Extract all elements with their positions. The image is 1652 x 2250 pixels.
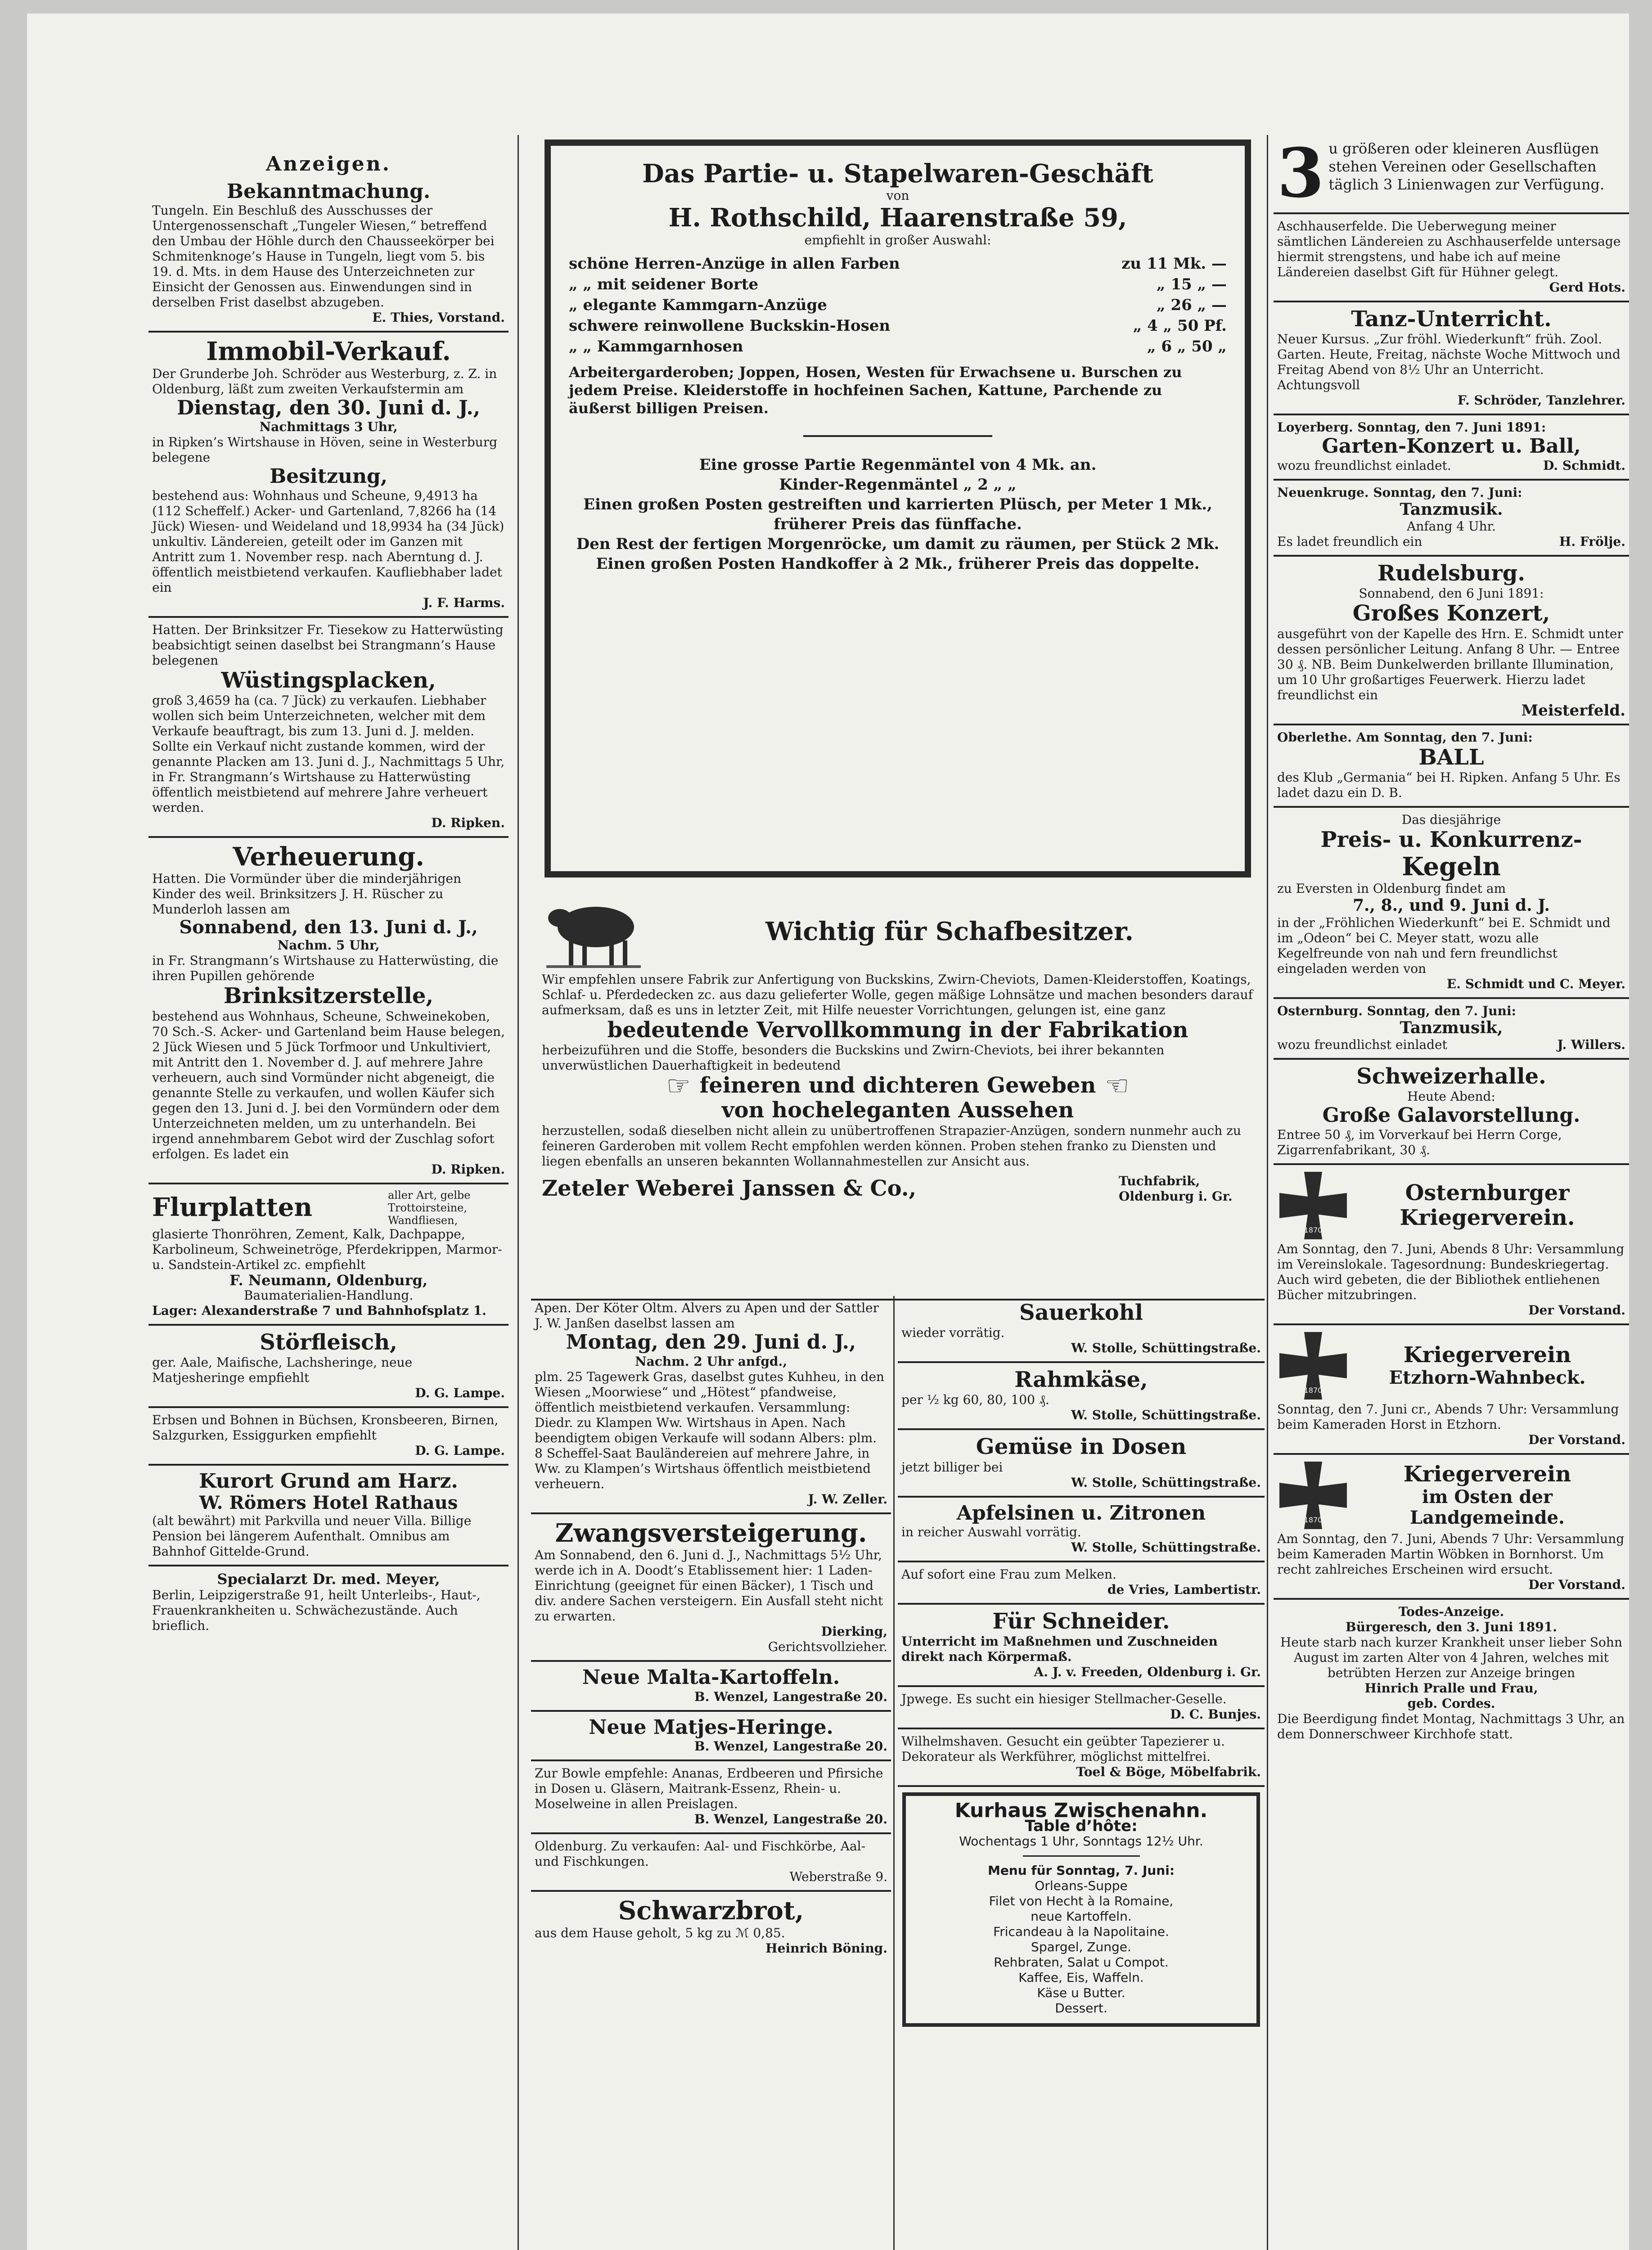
menu-item: neue Kartoffeln. (1031, 1909, 1132, 1924)
ad-body: Aschhauserfelde. Die Ueberwegung meiner sämtlichen Ländereien zu Aschhauserfelde untersage hiermit strengstens, und habe ich auf meine Ländereien daselbst Gift für Hühner gelegt. (1277, 219, 1621, 279)
ad-body: Wir empfehlen unsere Fabrik zur Anfertigung von Buckskins, Zwirn-Cheviots, Damen-Kleiderstoffen, Koatings, Schlaf- u. Pferdedecken zc. aus dazu gelieferter Wolle, gegen mäßige Lohnsätze und machen besonders darauf aufmerksam, daß es uns in letzter Zeit, mit Hilfe neuester Vorrichtungen, gelungen ist, eine ganz (542, 972, 1253, 1017)
ad-heading (1349, 1181, 1625, 1230)
ad-heading (1349, 1343, 1625, 1388)
ad-subtitle: Besitzung, (269, 465, 388, 488)
menu-item: Rehbraten, Salat u Compot. (994, 1955, 1169, 1970)
ad-body: wozu freundlichst einladet. (1277, 458, 1451, 473)
price-item: „ elegante Kammgarn-Anzüge (569, 296, 827, 314)
column-2 (531, 135, 1265, 2250)
ad-row (1277, 1037, 1625, 1053)
ad-title-2: im Osten der Landgemeinde. (1410, 1486, 1565, 1529)
ad-title: Schwarzbrot, (618, 1896, 804, 1926)
ad-signature: W. Stolle, Schüttingstraße. (1071, 1540, 1261, 1555)
ad-signature: Hinrich Pralle und Frau, (1364, 1680, 1538, 1696)
ad-body: ausgeführt von der Kapelle des Hrn. E. Schmidt unter dessen persönlicher Leitung. Anfang 8 Uhr. — Entree 30 ₰. NB. Beim Dunkelwerden brillante Illumination, um 10 Uhr großartiges Feuerwerk. Hierzu ladet freundlichst ein (1277, 626, 1623, 702)
ad-kriegerverein-etzhorn (1274, 1325, 1629, 1455)
ad-body: Neuer Kursus. „Zur fröhl. Wiederkunft“ früh. Zool. Garten. Heute, Freitag, nächste Woche Mittwoch und Freitag Abend von 8½ Uhr an Unterricht. Achtungsvoll (1277, 332, 1620, 393)
ad-title: BALL (1418, 744, 1484, 770)
ad-signature: D. G. Lampe. (415, 1385, 505, 1400)
ad-title: Rahmkäse, (1014, 1367, 1148, 1393)
ad-signature: B. Wenzel, Langestraße 20. (694, 1689, 887, 1704)
ad-body: Oldenburg. Zu verkaufen: Aal- und Fischkörbe, Aal- und Fischkungen. (535, 1839, 866, 1869)
ad-title: Störfleisch, (260, 1329, 397, 1355)
ad-kurort-grund (149, 1466, 509, 1567)
ad-title: Tanz-Unterricht. (1351, 306, 1552, 332)
ad-kriegerverein-osten (1274, 1455, 1629, 1600)
ad-osternburg-tanz (1274, 999, 1629, 1060)
ad-wuestingsplacken (149, 618, 509, 838)
ad-kegeln (1274, 808, 1629, 999)
ad-title-2: W. Römers Hotel Rathaus (199, 1492, 458, 1514)
price-item: schwere reinwollene Buckskin-Hosen (569, 316, 891, 335)
column-3 (1274, 135, 1629, 2250)
ad-body: aus dem Hause geholt, 5 kg zu ℳ 0,85. (535, 1925, 785, 1940)
menu-item: Orleans-Suppe (1035, 1878, 1128, 1894)
price-item: schöne Herren-Anzüge in allen Farben (569, 254, 900, 273)
ad-title-2: Großes Konzert, (1352, 601, 1550, 626)
ad-heading (1349, 1462, 1625, 1528)
ad-rothschild-box (545, 140, 1251, 878)
ad-title: Verheuerung. (233, 842, 424, 872)
ad-date: Montag, den 29. Juni d. J., (566, 1331, 856, 1354)
ad-heading-row (1277, 1330, 1625, 1402)
ad-body-2: in der „Fröhlichen Wiederkunft“ bei E. Schmidt und im „Odeon“ bei C. Meyer statt, wozu alle Kegelfreunde von nah und fern freundlichst eingeladen werden von (1277, 915, 1611, 976)
section-header: Anzeigen. (266, 153, 391, 176)
price-value: „ 26 „ — (1157, 296, 1227, 314)
ad-subtitle: Table d’hôte: (1025, 1817, 1138, 1836)
ad-body: (alt bewährt) mit Parkvilla und neuer Villa. Billige Pension bei längerem Aufenthalt. Omnibus am Bahnhof Gittelde-Grund. (152, 1513, 472, 1559)
ad-title: Kurhaus Zwischenahn. (954, 1799, 1208, 1822)
ad-title-2: Etzhorn-Wahnbeck. (1389, 1367, 1586, 1389)
ad-line: Kinder-Regenmäntel „ 2 „ „ (779, 475, 1017, 494)
ad-title: Preis- u. Konkurrenz- (1320, 827, 1582, 852)
ad-title: Immobil-Verkauf. (206, 337, 451, 367)
ad-body: bestehend aus: Wohnhaus und Scheune, 9,4913 ha (112 Scheffelf.) Acker- und Gartenland, 7,8266 ha (14 Jück) Wiesen- und Weideland und 18,9934 ha (34 Jück) unkultiv. Ländereien, geteilt oder im Ganzen mit Antritt zum 1. November resp. nach Aberntung d. J. öffentlich meistbietend verkaufen. Kaufliebhaber ladet ein (152, 488, 504, 595)
ad-body: wozu freundlichst einladet (1277, 1037, 1447, 1053)
ad-signature: E. Thies, Vorstand. (372, 310, 505, 325)
ad-signature: F. Neumann, Oldenburg, (229, 1271, 428, 1289)
ad-body: Am Sonnabend, den 6. Juni d. J., Nachmittags 5½ Uhr, werde ich in A. Doodt’s Etablissement hier: 1 Laden-Einrichtung (geeignet für einen Bäcker), 1 Tisch und div. andere Sachen versteigern. Ein Ausfall steht nicht zu erwarten. (535, 1547, 883, 1624)
ad-heading-row (152, 1189, 505, 1227)
column-rule (1267, 135, 1268, 2250)
ad-jpwege (898, 1687, 1265, 1729)
ad-loyerberg (1274, 415, 1629, 481)
price-row (569, 315, 1227, 336)
ad-zwangsversteigerung (531, 1514, 891, 1662)
ad-signature: Toel & Böge, Möbelfabrik. (1076, 1764, 1261, 1780)
price-list (569, 253, 1227, 357)
ad-signature: W. Stolle, Schüttingstraße. (1071, 1408, 1261, 1423)
ad-title-2: Große Galavorstellung. (1322, 1104, 1580, 1127)
price-row (569, 336, 1227, 357)
ad-signature: J. W. Zeller. (808, 1491, 887, 1507)
ad-date: Sonnabend, den 6 Juni 1891: (1359, 586, 1544, 601)
menu-item: Dessert. (1055, 2001, 1107, 2016)
ad-signature: Der Vorstand. (1528, 1302, 1625, 1318)
ad-body: herbeizuführen und die Stoffe, besonders die Buckskins und Zwirn-Cheviots, bei ihrer bekannten unverwüstlichen Dauerhaftigkeit in bedeutend (542, 1043, 1165, 1073)
ad-body: Erbsen und Bohnen in Büchsen, Kronsbeeren, Birnen, Salzgurken, Essiggurken empfiehlt (152, 1412, 499, 1443)
ad-signature-sub: Gerichtsvollzieher. (768, 1639, 887, 1654)
ad-aschhauserfelde (1274, 214, 1629, 302)
ad-title: Zwangsversteigerung. (555, 1518, 867, 1548)
ad-body: per ½ kg 60, 80, 100 ₰. (901, 1392, 1049, 1408)
menu-list (913, 1878, 1249, 2016)
ad-von: von (886, 188, 909, 203)
ad-signature: A. J. v. Freeden, Oldenburg i. Gr. (1034, 1665, 1261, 1680)
ad-footer: Die Beerdigung findet Montag, Nachmittags 3 Uhr, an dem Donnerschweer Kirchhofe statt. (1277, 1711, 1625, 1742)
column-rule (518, 135, 519, 2250)
ad-line: Einen großen Posten Handkoffer à 2 Mk., früherer Preis das doppelte. (596, 554, 1200, 573)
ad-side-text: aller Art, gelbe Trottoirsteine, Wandfliesen, (388, 1188, 471, 1227)
ad-times: Wochentags 1 Uhr, Sonntags 12½ Uhr. (959, 1834, 1203, 1849)
ad-body: plm. 25 Tagewerk Gras, daselbst gutes Kuhheu, in den Wiesen „Moorwiese“ und „Hötest“ pfandweise, öffentlich meistbietend verkaufen. Versammlung: Diedr. zu Klampen Ww. Wirtshaus in Apen. Nach beendigtem obigen Verkaufe will sodann Albers: plm. 8 Scheffel-Saat Bauländereien auf mehrere Jahre, in Ww. zu Klampen’s Wirtshaus öffentlich meistbietend verheuern. (535, 1369, 885, 1491)
ad-specialarzt (149, 1566, 509, 1639)
ad-date: Sonnabend, den 13. Juni d. J., (179, 917, 478, 938)
ad-date: Dienstag, den 30. Juni d. J., (176, 396, 481, 419)
ad-body: Entree 50 ₰, im Vorverkauf bei Herrn Corge, Zigarrenfabrikant, 30 ₰. (1277, 1127, 1562, 1157)
ad-paragraph: Arbeitergarderoben; Joppen, Hosen, Westen für Erwachsene u. Burschen zu jedem Preise. Kleiderstoffe in hochfeinen Sachen, Kattune, Parchende zu äußerst billigen Preisen. (569, 363, 1182, 417)
price-row (569, 253, 1227, 274)
menu-item: Kaffee, Eis, Waffeln. (1018, 1970, 1144, 1985)
ad-highlight: bedeutende Vervollkommung in der Fabrikation (607, 1017, 1188, 1043)
ad-title: Für Schneider. (992, 1609, 1170, 1634)
divider (803, 435, 992, 437)
column-1 (149, 135, 509, 2250)
ad-body: Unterricht im Maßnehmen und Zuschneiden direkt nach Körpermaß. (901, 1634, 1218, 1665)
ad-location: in Fr. Strangmann’s Wirtshause zu Hatterwüsting, die ihren Pupillen gehörende (152, 953, 499, 984)
ad-malta-kartoffeln (531, 1662, 891, 1712)
ad-signature: D. Ripken. (431, 1161, 505, 1177)
ad-body: wieder vorrätig. (901, 1325, 1005, 1341)
price-row (569, 274, 1227, 295)
sheep-icon (542, 891, 645, 972)
ad-intro: Der Grunderbe Joh. Schröder aus Westerburg, z. Z. in Oldenburg, läßt zum zweiten Verkaufstermin am (152, 366, 497, 396)
ad-title: Wüstingsplacken, (221, 667, 436, 693)
ad-body: zu Eversten in Oldenburg findet am (1277, 881, 1506, 896)
ad-zeteler-weberei (531, 886, 1265, 1300)
ad-signature: B. Wenzel, Langestraße 20. (694, 1812, 887, 1827)
ad-title: Apfelsinen u. Zitronen (956, 1501, 1206, 1525)
ad-intro: Osternburg. Sonntag, den 7. Juni: (1277, 1003, 1516, 1018)
pointing-hand-right-icon: ☞ (666, 1070, 691, 1102)
ad-flurplatten (149, 1184, 509, 1326)
ad-signature: Der Vorstand. (1528, 1577, 1625, 1592)
ad-firm-sub: Tuchfabrik, Oldenburg i. Gr. (1119, 1173, 1233, 1204)
ad-signature: J. F. Harms. (423, 595, 505, 610)
price-item: „ „ mit seidener Borte (569, 275, 759, 293)
ad-firm: H. Rothschild, Haarenstraße 59, (668, 203, 1127, 233)
ad-body: Heute starb nach kurzer Krankheit unser lieber Sohn August im zarten Alter von 4 Jahren, welches mit betrübten Herzen zur Anzeige bringen (1280, 1634, 1622, 1680)
ad-body: Es ladet freundlich ein (1277, 534, 1422, 549)
ad-matjes-heringe (531, 1712, 891, 1762)
ad-schneider (898, 1605, 1265, 1687)
ad-body: herzustellen, sodaß dieselben nicht allein zu unübertroffenen Strapazier-Anzügen, sondern nunmehr auch zu feineren Garderoben mit vollem Recht empfohlen werden können. Proben stehen franko zu Diensten und liegen ebenfalls an unseren bekannten Wollannahmestellen zur Ansicht aus. (542, 1123, 1241, 1169)
ad-signature: F. Schröder, Tanzlehrer. (1457, 393, 1625, 408)
menu-item: Spargel, Zunge. (1031, 1940, 1131, 1955)
ad-heading-row (1277, 1170, 1625, 1242)
ad-signature: Weberstraße 9. (789, 1869, 887, 1885)
ad-title: Bekanntmachung. (226, 180, 431, 203)
ad-title-2: Kriegerverein. (1400, 1205, 1575, 1230)
ad-firm: Zeteler Weberei Janssen & Co., (542, 1175, 917, 1201)
ad-firm-row (542, 1174, 1254, 1204)
ad-footer: Lager: Alexanderstraße 7 und Bahnhofsplatz 1. (152, 1303, 486, 1318)
iron-cross-icon (1277, 1170, 1349, 1242)
ad-title: Tanzmusik, (1400, 1018, 1503, 1037)
ad-highlight-row (542, 1070, 1254, 1102)
iron-cross-icon (1277, 1330, 1349, 1402)
ad-signature-sub: geb. Cordes. (1407, 1696, 1495, 1711)
price-row (569, 295, 1227, 315)
ad-body: Jpwege. Es sucht ein hiesiger Stellmacher-Geselle. (901, 1692, 1227, 1707)
ad-line: Einen großen Posten gestreiften und karrierten Plüsch, per Meter 1 Mk., früherer Preis das fünffache. (583, 495, 1212, 533)
ad-signature: E. Schmidt und C. Meyer. (1446, 976, 1625, 991)
ad-body: u größeren oder kleineren Ausflügen stehen Vereinen oder Gesellschaften täglich 3 Linienwagen zur Verfügung. (1328, 140, 1605, 193)
ad-bekanntmachung (149, 176, 509, 333)
ad-body: bestehend aus Wohnhaus, Scheune, Schweinekoben, 70 Sch.-S. Acker- und Gartenland beim Hause belegen, 2 Jück Wiesen und 5 Jück Torfmoor und Unkultiviert, mit Antritt den 1. November d. J. auf mehrere Jahre verheuern, auch sind Vormünder nicht abgeneigt, die genannte Stelle zu verkaufen, und wollen Käufer sich gegen den 13. Juni d. J. bei den Vormündern oder dem Unterzeichneten melden, um zu unterhandeln. Bei irgend annehmbarem Gebot wird der Zuschlag sofort erfolgen. Es ladet ein (152, 1008, 505, 1161)
ad-schwarzbrot (531, 1892, 891, 1961)
ad-wilhelmshaven (898, 1729, 1265, 1787)
ad-apfelsinen (898, 1498, 1265, 1563)
ad-signature: de Vries, Lambertistr. (1107, 1582, 1261, 1598)
ad-signature: H. Frölje. (1559, 534, 1625, 549)
ad-title: Kriegerverein (1403, 1342, 1571, 1368)
ad-title: Rudelsburg. (1377, 561, 1526, 586)
ad-signature: D. Ripken. (431, 815, 505, 830)
ad-verheuerung (149, 838, 509, 1184)
ad-title-2: Kegeln (1402, 851, 1501, 882)
ad-title: Das Partie- u. Stapelwaren-Geschäft (642, 159, 1153, 189)
ad-body: Sonntag, den 7. Juni cr., Abends 7 Uhr: Versammlung beim Kameraden Horst in Etzhorn. (1277, 1401, 1619, 1432)
ad-title: Garten-Konzert u. Ball, (1322, 435, 1581, 458)
ad-todes-anzeige (1274, 1600, 1629, 1747)
ad-linienwagen (1274, 135, 1629, 214)
ad-schweizerhalle (1274, 1060, 1629, 1165)
ad-title: Specialarzt Dr. med. Meyer, (217, 1570, 440, 1588)
ad-label: Das diesjährige (1401, 812, 1501, 827)
pointing-hand-left-icon: ☜ (1105, 1070, 1130, 1102)
ad-tanz-unterricht (1274, 302, 1629, 415)
ad-signature: D. G. Lampe. (415, 1443, 505, 1458)
ad-osternburger-kriegerverein (1274, 1165, 1629, 1325)
column-rule (893, 1296, 895, 2250)
price-value: zu 11 Mk. — (1121, 254, 1227, 273)
ad-title: Kriegerverein (1403, 1462, 1571, 1487)
iron-cross-icon (1277, 1459, 1349, 1531)
ad-menu-title: Menu für Sonntag, 7. Juni: (987, 1863, 1175, 1878)
ad-location: in Ripken’s Wirtshause in Höven, seine in Westerburg belegene (152, 435, 498, 465)
divider (1023, 1855, 1140, 1857)
ad-intro: Hatten. Der Brinksitzer Fr. Tiesekow zu Hatterwüsting beabsichtigt seinen daselbst bei Strangmann’s Hause belegenen (152, 622, 504, 668)
ad-rudelsburg (1274, 557, 1629, 725)
ad-body: groß 3,4659 ha (ca. 7 Jück) zu verkaufen. Liebhaber wollen sich beim Unterzeichneten, welcher mit dem Verkaufe beauftragt, bis zum 13. Juni d. J. melden. Sollte ein Verkauf nicht zustande kommen, wird der genannte Placken am 13. Juni d. J., Nachmittags 5 Uhr, in Fr. Strangmann’s Wirtshause zu Hatterwüsting öffentlich meistbietend auf mehrere Jahre verheuert werden. (152, 693, 505, 815)
ad-signature: W. Stolle, Schüttingstraße. (1071, 1475, 1261, 1490)
ad-body: Wilhelmshaven. Gesucht ein geübter Tapezierer u. Dekorateur als Werkführer, möglichst mittelfrei. (901, 1734, 1225, 1764)
drop-cap: 3 (1277, 135, 1324, 213)
ad-erbsen (149, 1408, 509, 1466)
ad-neuenkruge (1274, 481, 1629, 557)
ad-body: ger. Aale, Maifische, Lachsheringe, neue Matjesheringe empfiehlt (152, 1354, 413, 1385)
ad-signature: B. Wenzel, Langestraße 20. (694, 1739, 887, 1754)
menu-item: Filet von Hecht à la Romaine, (989, 1894, 1174, 1909)
ad-title: Schweizerhalle. (1356, 1064, 1546, 1089)
ad-apen (531, 1296, 891, 1514)
ad-body: Am Sonntag, den 7. Juni, Abends 7 Uhr: Versammlung beim Kameraden Martin Wöbken in Bornhorst. Um recht zahlreiches Erscheinen wird ersucht. (1277, 1531, 1625, 1577)
ad-row (1277, 458, 1625, 473)
menu-item: Fricandeau à la Napolitaine. (993, 1924, 1169, 1940)
ad-signature: Dierking, (821, 1624, 887, 1639)
cross-year: 1870 (1304, 1386, 1323, 1395)
ad-signature: D. Schmidt. (1543, 458, 1625, 473)
ad-title: Gemüse in Dosen (976, 1434, 1187, 1460)
ad-time: Nachmittags 3 Uhr, (259, 419, 398, 435)
ad-time: Nachm. 5 Uhr, (277, 938, 380, 953)
ad-title: Tanzmusik. (1400, 500, 1503, 519)
ad-signature: Der Vorstand. (1528, 1432, 1625, 1447)
ad-heading-row (542, 891, 1254, 972)
ad-subtitle: Brinksitzerstelle, (223, 983, 434, 1009)
ad-intro: Loyerberg. Sonntag, den 7. Juni 1891: (1277, 420, 1546, 435)
ad-title: Wichtig für Schafbesitzer. (765, 916, 1134, 946)
ad-body: in reicher Auswahl vorrätig. (901, 1525, 1081, 1540)
ad-body: jetzt billiger bei (901, 1459, 1003, 1475)
ad-offer-intro: empfiehlt in großer Auswahl: (804, 232, 991, 248)
ad-subtitle: Heute Abend: (1407, 1089, 1495, 1104)
ad-body: Zur Bowle empfehle: Ananas, Erdbeeren und Pfirsiche in Dosen u. Gläsern, Maitrank-Essenz, Rhein- u. Moselweine in allen Preislagen. (535, 1766, 883, 1812)
ad-signature-sub: Baumaterialien-Handlung. (243, 1287, 414, 1303)
price-value: „ 6 „ 50 „ (1147, 337, 1227, 356)
ad-kurhaus-box (902, 1792, 1260, 2027)
price-item: „ „ Kammgarnhosen (569, 337, 743, 356)
ad-gemuese (898, 1430, 1265, 1497)
ad-intro: Apen. Der Köter Oltm. Alvers zu Apen und der Sattler J. W. Janßen daselbst lassen am (535, 1300, 879, 1331)
ad-signature: W. Stolle, Schüttingstraße. (1071, 1341, 1261, 1356)
ad-signature: Gerd Hots. (1549, 280, 1625, 295)
ad-body: Am Sonntag, den 7. Juni, Abends 8 Uhr: Versammlung im Vereinslokale. Tagesordnung: Bundeskriegertag. Auch wird gebeten, die der Bibliothek entliehenen Bücher mitzubringen. (1277, 1241, 1625, 1302)
cross-year: 1870 (1304, 1225, 1323, 1234)
column-2-right (898, 1296, 1265, 2032)
ad-title: Neue Matjes-Heringe. (589, 1715, 833, 1739)
ad-heading-row (1277, 1459, 1625, 1531)
ad-intro: Neuenkruge. Sonntag, den 7. Juni: (1277, 485, 1522, 500)
ad-signature: D. C. Bunjes. (1170, 1707, 1261, 1722)
price-value: „ 15 „ — (1157, 275, 1227, 293)
ad-line: Den Rest der fertigen Morgenröcke, um damit zu räumen, per Stück 2 Mk. (576, 535, 1220, 553)
ad-bowle (531, 1761, 891, 1834)
column-2-left (531, 1296, 891, 1962)
ad-body: glasierte Thonröhren, Zement, Kalk, Dachpappe, Karbolineum, Schweinetröge, Pferdekrippen, Marmor- u. Sandstein-Artikel zc. empfiehlt (152, 1226, 502, 1272)
ad-time: Nachm. 2 Uhr anfgd., (635, 1354, 787, 1369)
ad-signature: Heinrich Böning. (765, 1940, 887, 1956)
cross-year: 1870 (1304, 1515, 1323, 1524)
ad-highlight: von hocheleganten Aussehen (721, 1098, 1074, 1123)
ad-oberlethe (1274, 725, 1629, 808)
ad-time: Anfang 4 Uhr. (1407, 519, 1496, 534)
ad-highlight: feineren und dichteren Geweben (699, 1073, 1096, 1098)
price-value: „ 4 „ 50 Pf. (1133, 316, 1227, 335)
ad-body: des Klub „Germania“ bei H. Ripken. Anfang 5 Uhr. Es ladet dazu ein D. B. (1277, 770, 1620, 800)
ad-body: Tungeln. Ein Beschluß des Ausschusses der Untergenossenschaft „Tungeler Wiesen,“ betreffend den Umbau der Höhle durch den Chausseekörper bei Schmitenknoge’s Hause in Tungeln, liegt vom 5. bis 19. d. Mts. in dem Hause des Unterzeichneten zur Einsicht der Genossen aus. Einwendungen sind in derselben Frist daselbst abzugeben. (152, 203, 495, 310)
ad-stoerfleisch (149, 1326, 509, 1408)
menu-item: Käse u Butter. (1037, 1985, 1125, 2001)
ad-rahmkaese (898, 1363, 1265, 1430)
ad-intro: Bürgeresch, den 3. Juni 1891. (1346, 1619, 1557, 1634)
ad-body: Auf sofort eine Frau zum Melken. (901, 1567, 1116, 1582)
ad-sauerkohl (898, 1296, 1265, 1363)
ad-title: Neue Malta-Kartoffeln. (582, 1665, 840, 1689)
ad-title: Osternburger (1405, 1180, 1570, 1206)
ad-signature: Meisterfeld. (1521, 701, 1625, 720)
ad-immobil-verkauf (149, 333, 509, 618)
ad-row (1277, 534, 1625, 549)
ad-head: Todes-Anzeige. (1398, 1604, 1504, 1619)
ad-line: Eine grosse Partie Regenmäntel von 4 Mk. an. (699, 455, 1097, 474)
ad-fischkoerbe (531, 1834, 891, 1892)
ad-melken (898, 1562, 1265, 1605)
ad-title: Flurplatten (152, 1192, 313, 1223)
ad-title: Sauerkohl (1019, 1300, 1143, 1325)
ad-intro: Hatten. Die Vormünder über die minderjährigen Kinder des weil. Brinksitzers J. H. Rüscher zu Munderloh lassen am (152, 871, 462, 917)
ad-intro: Oberlethe. Am Sonntag, den 7. Juni: (1277, 729, 1533, 745)
ad-date: 7., 8., und 9. Juni d. J. (1352, 896, 1550, 915)
ad-title: Kurort Grund am Harz. (199, 1469, 458, 1493)
ad-signature: J. Willers. (1557, 1037, 1625, 1053)
ad-body: Berlin, Leipzigerstraße 91, heilt Unterleibs-, Haut-, Frauenkrankheiten u. Schwächezustände. Auch brieflich. (152, 1588, 481, 1634)
